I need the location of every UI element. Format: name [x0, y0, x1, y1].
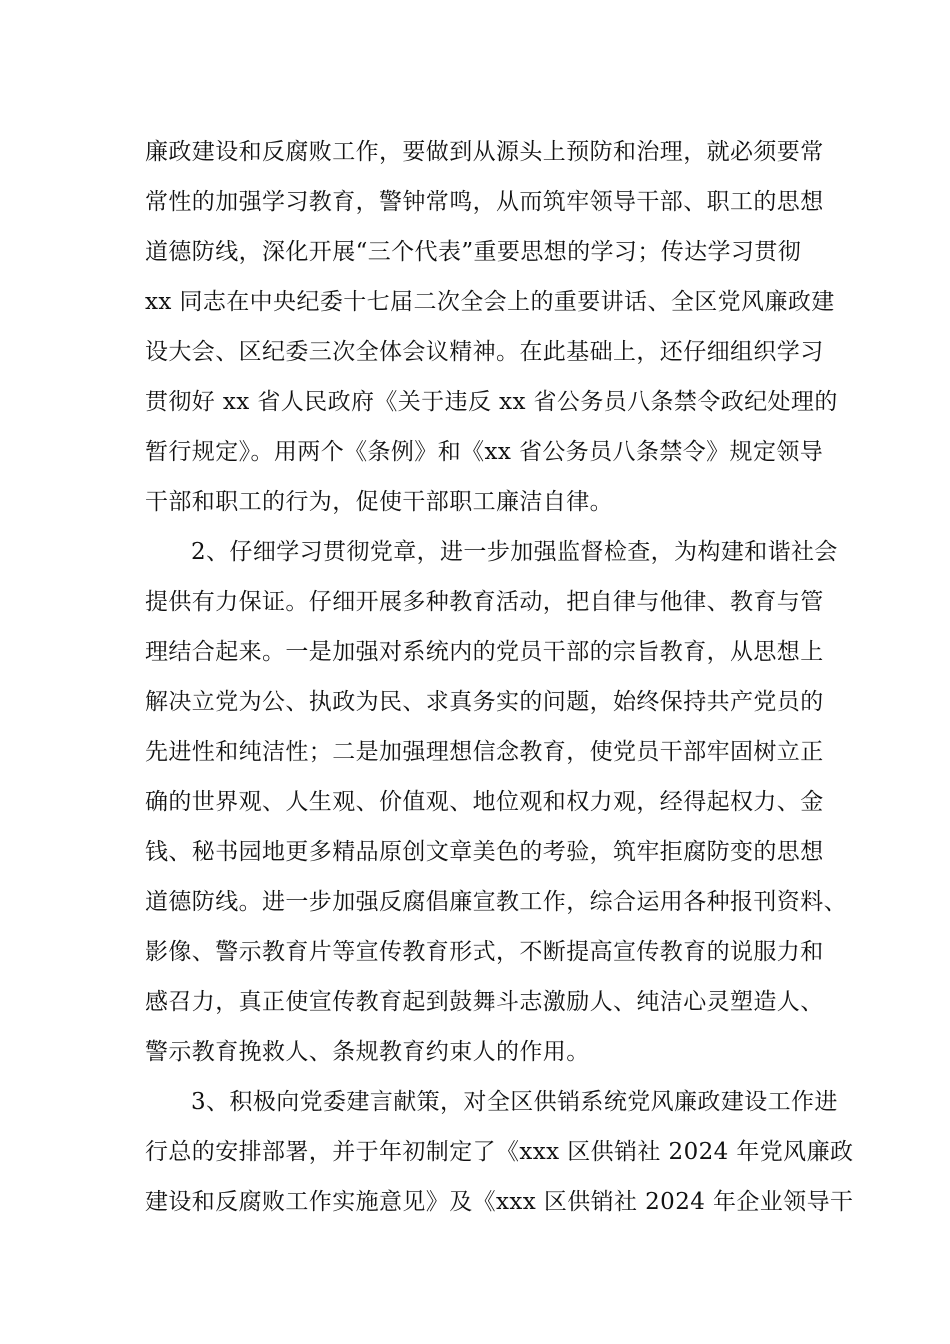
text-line: 行总的安排部署，并于年初制定了《xxx 区供销社 2024 年党风廉政	[145, 1139, 854, 1165]
text-line: 2、仔细学习贯彻党章，进一步加强监督检查，为构建和谐社会	[191, 539, 838, 565]
text-line: 贯彻好 xx 省人民政府《关于违反 xx 省公务员八条禁令政纪处理的	[145, 389, 838, 415]
text-line: 警示教育挽救人、条规教育约束人的作用。	[145, 1039, 590, 1065]
text-line: 设大会、区纪委三次全体会议精神。在此基础上，还仔细组织学习	[145, 339, 824, 365]
paragraph-item-3	[145, 1077, 854, 1227]
text-line: xx 同志在中央纪委十七届二次全会上的重要讲话、全区党风廉政建	[145, 289, 835, 315]
text-line: 理结合起来。一是加强对系统内的党员干部的宗旨教育，从思想上	[145, 639, 824, 665]
document-body	[145, 127, 854, 1227]
text-line: 感召力，真正使宣传教育起到鼓舞斗志激励人、纯洁心灵塑造人、	[145, 989, 824, 1015]
text-line: 暂行规定》。用两个《条例》和《xx 省公务员八条禁令》规定领导	[145, 439, 824, 465]
text-line: 3、积极向党委建言献策，对全区供销系统党风廉政建设工作进	[191, 1089, 838, 1115]
text-line: 解决立党为公、执政为民、求真务实的问题，始终保持共产党员的	[145, 689, 824, 715]
text-line: 常性的加强学习教育，警钟常鸣，从而筑牢领导干部、职工的思想	[145, 189, 824, 215]
text-line: 道德防线，深化开展“三个代表”重要思想的学习；传达学习贯彻	[145, 239, 802, 265]
text-line: 先进性和纯洁性；二是加强理想信念教育，使党员干部牢固树立正	[145, 739, 824, 765]
text-line: 廉政建设和反腐败工作，要做到从源头上预防和治理，就必须要常	[145, 139, 824, 165]
paragraph-continuation	[145, 127, 838, 527]
text-line: 提供有力保证。仔细开展多种教育活动，把自律与他律、教育与管	[145, 589, 824, 615]
text-line: 道德防线。进一步加强反腐倡廉宣教工作，综合运用各种报刊资料、	[145, 889, 847, 915]
text-line: 建设和反腐败工作实施意见》及《xxx 区供销社 2024 年企业领导干	[145, 1189, 854, 1215]
text-line: 确的世界观、人生观、价值观、地位观和权力观，经得起权力、金	[145, 789, 824, 815]
text-line: 钱、秘书园地更多精品原创文章美色的考验，筑牢拒腐防变的思想	[145, 839, 824, 865]
text-line: 干部和职工的行为，促使干部职工廉洁自律。	[145, 489, 613, 515]
text-line: 影像、警示教育片等宣传教育形式，不断提高宣传教育的说服力和	[145, 939, 824, 965]
paragraph-item-2	[145, 527, 847, 1077]
